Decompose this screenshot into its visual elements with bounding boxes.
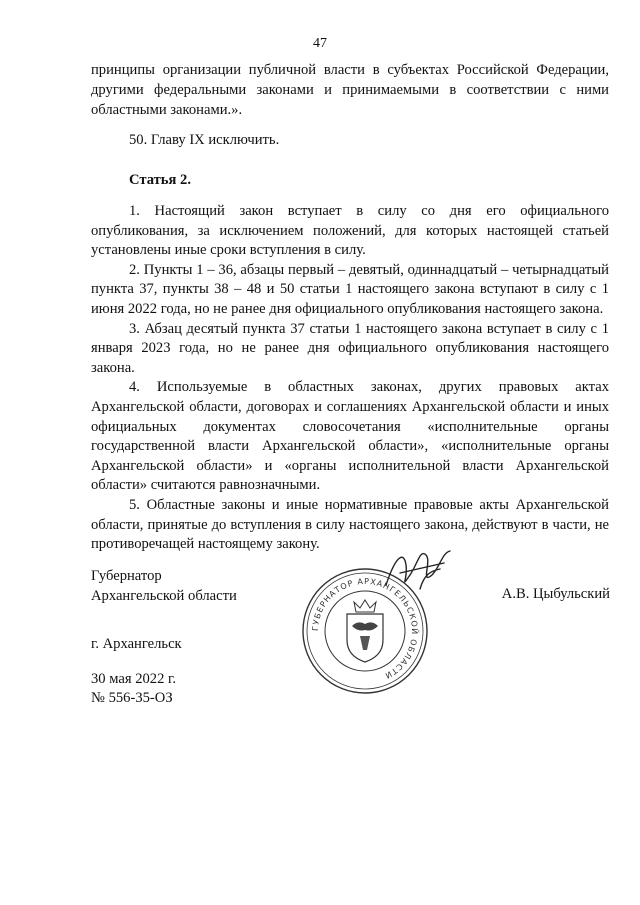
page-number: 47: [313, 36, 327, 51]
law-number: № 556-35-ОЗ: [91, 690, 173, 706]
article-body: [91, 202, 609, 555]
seal-ring-text: ГУБЕРНАТОР АРХАНГЕЛЬСКОЙ ОБЛАСТИ: [310, 576, 420, 681]
signing-date: 30 мая 2022 г.: [91, 671, 177, 687]
article-paragraph-2: 2. Пункты 1 – 36, абзацы первый – девятый, одиннадцатый – четырнадцатый пункта 37, пункты 38 – 48 и 50 статьи 1 настоящего закона вступают в силу с 1 июня 2022 года, но не ранее дня официального опубликования настоящего закона.: [91, 261, 609, 317]
item-50: [91, 130, 609, 150]
date-block: [91, 670, 176, 708]
signatory-title: [91, 566, 237, 606]
article-paragraph-4: 4. Используемые в областных законах, других правовых актах Архангельской области, договорах и соглашениях Архангельской области и иных официальных документах словосочетания «исполнительные органы государственной власти Архангельской области», «исполнительные органы Архангельской области» и «органы исполнительной власти Архангельской области» считаются равнозначными.: [91, 379, 609, 494]
signatory-title-line1: Губернатор: [91, 568, 162, 584]
continuation-paragraph: принципы организации публичной власти в субъектах Российской Федерации, другими федеральными законами и принимаемыми в соответствии с ними областными законами.».: [91, 62, 609, 118]
signatory-name: А.В. Цыбульский: [501, 586, 610, 602]
continuation-text: [91, 60, 609, 120]
handwritten-signature-icon: [380, 545, 460, 595]
article-paragraph-3: 3. Абзац десятый пункта 37 статьи 1 настоящего закона вступает в силу с 1 января 2023 года, но не ранее дня официального опубликования настоящего закона.: [91, 320, 609, 376]
article-heading: [91, 170, 609, 190]
item-50-text: 50. Главу IX исключить.: [129, 132, 280, 148]
city: г. Архангельск: [91, 636, 182, 652]
signatory-title-line2: Архангельской области: [91, 588, 237, 604]
article-paragraph-5: 5. Областные законы и иные нормативные правовые акты Архангельской области, принятые до вступления в силу настоящего закона, действуют в части, не противоречащей настоящему закону.: [91, 496, 609, 553]
article-heading-text: Статья 2.: [129, 172, 191, 188]
article-paragraph-1: 1. Настоящий закон вступает в силу со дня его официального опубликования, за исключением положений, для которых настоящей статьей установлены иные сроки вступления в силу.: [91, 203, 609, 259]
